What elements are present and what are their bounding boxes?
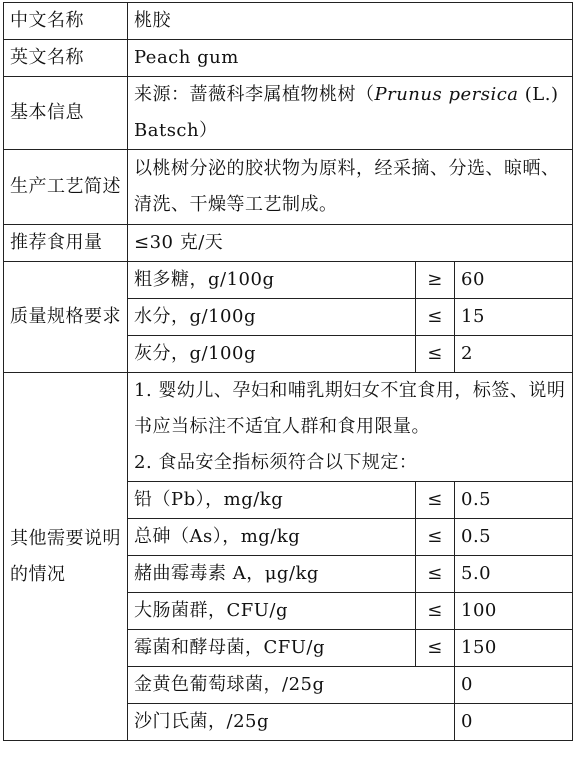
quality-item-limit: 2	[455, 336, 573, 373]
quality-item-name: 灰分，g/100g	[128, 336, 416, 373]
other-notes	[128, 373, 573, 482]
safety-item-sign: ≤	[416, 593, 455, 630]
label-basic-info: 基本信息	[4, 77, 128, 150]
row-process	[4, 150, 573, 225]
label-english-name: 英文名称	[4, 40, 128, 77]
quality-item-name: 水分，g/100g	[128, 299, 416, 336]
safety-item-name: 铅（Pb），mg/kg	[128, 482, 416, 519]
quality-item-name: 粗多糖，g/100g	[128, 262, 416, 299]
quality-item-sign: ≤	[416, 299, 455, 336]
quality-row	[4, 262, 573, 299]
safety-item-limit: 150	[455, 630, 573, 667]
row-basic-info	[4, 77, 573, 150]
safety-item-limit: 0	[455, 704, 573, 741]
safety-item-sign: ≤	[416, 630, 455, 667]
safety-item-sign: ≤	[416, 519, 455, 556]
safety-item-limit: 100	[455, 593, 573, 630]
label-process: 生产工艺简述	[4, 150, 128, 225]
safety-item-name: 总砷（As），mg/kg	[128, 519, 416, 556]
quality-item-limit: 15	[455, 299, 573, 336]
latin-name: Prunus persica	[374, 84, 519, 105]
value-basic-info	[128, 77, 573, 150]
safety-item-limit: 0.5	[455, 482, 573, 519]
safety-item-limit: 0.5	[455, 519, 573, 556]
source-prefix: 来源：蔷薇科李属植物桃树（	[134, 84, 375, 105]
safety-item-name: 赭曲霉毒素 A，μg/kg	[128, 556, 416, 593]
quality-item-sign: ≤	[416, 336, 455, 373]
note-2: 2. 食品安全指标须符合以下规定：	[134, 452, 418, 473]
safety-item-name: 金黄色葡萄球菌，/25g	[128, 667, 455, 704]
row-intake	[4, 225, 573, 262]
note-1: 1. 婴幼儿、孕妇和哺乳期妇女不宜食用，标签、说明书应当标注不适宜人群和食用限量。	[134, 380, 566, 437]
value-chinese-name: 桃胶	[128, 3, 573, 40]
value-intake: ≤30 克/天	[128, 225, 573, 262]
label-chinese-name: 中文名称	[4, 3, 128, 40]
row-chinese-name	[4, 3, 573, 40]
other-notes-row	[4, 373, 573, 482]
value-english-name: Peach gum	[128, 40, 573, 77]
safety-item-name: 大肠菌群，CFU/g	[128, 593, 416, 630]
label-other: 其他需要说明的情况	[4, 373, 128, 741]
safety-item-limit: 5.0	[455, 556, 573, 593]
safety-item-name: 霉菌和酵母菌，CFU/g	[128, 630, 416, 667]
safety-item-name: 沙门氏菌，/25g	[128, 704, 455, 741]
label-quality: 质量规格要求	[4, 262, 128, 373]
row-english-name	[4, 40, 573, 77]
quality-item-limit: 60	[455, 262, 573, 299]
quality-item-sign: ≥	[416, 262, 455, 299]
value-process: 以桃树分泌的胶状物为原料，经采摘、分选、晾晒、清洗、干燥等工艺制成。	[128, 150, 573, 225]
safety-item-sign: ≤	[416, 556, 455, 593]
safety-item-limit: 0	[455, 667, 573, 704]
source-suffix: (L.) Batsch）	[134, 84, 559, 141]
peach-gum-spec-table	[3, 2, 573, 741]
safety-item-sign: ≤	[416, 482, 455, 519]
label-intake: 推荐食用量	[4, 225, 128, 262]
